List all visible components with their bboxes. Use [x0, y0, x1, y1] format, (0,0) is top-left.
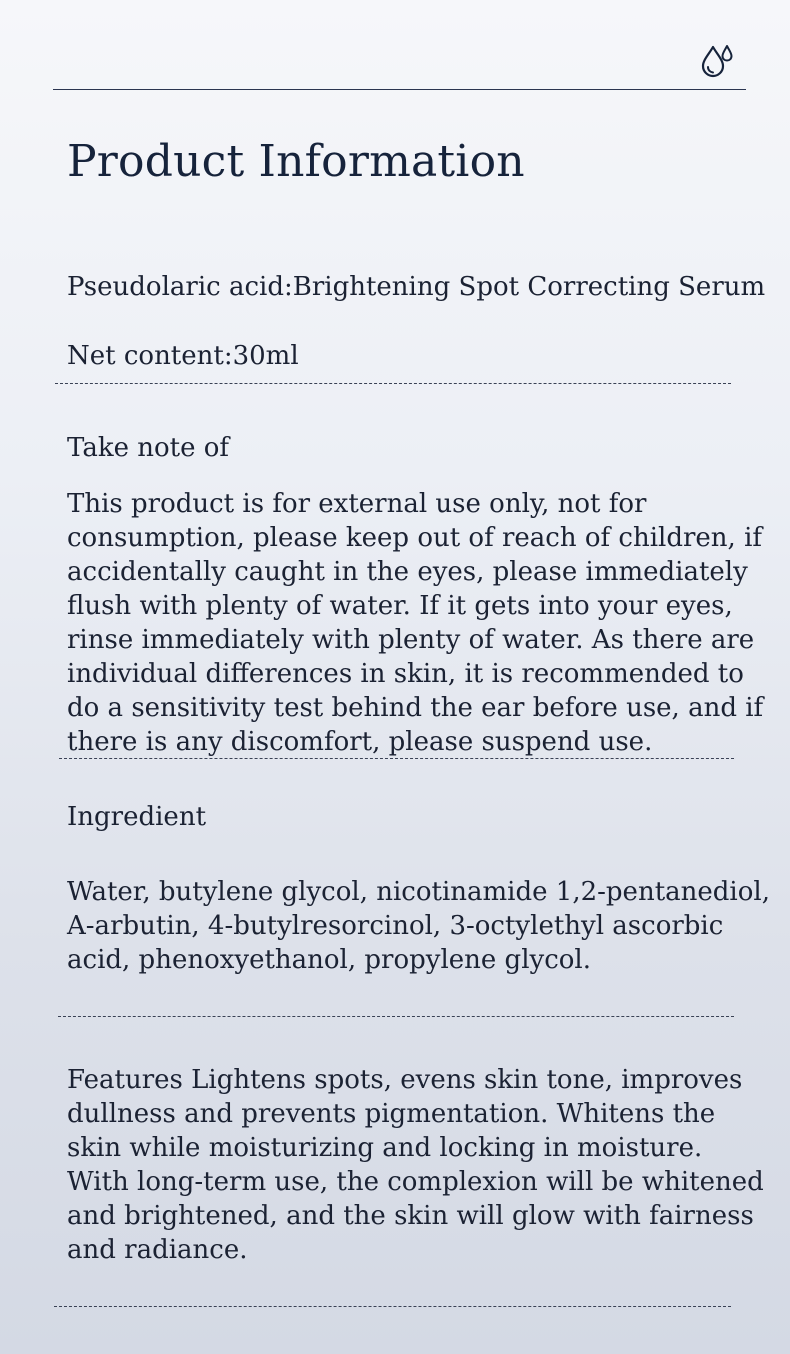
section-divider — [54, 1306, 731, 1307]
note-body: This product is for external use only, not for consumption, please keep out of reach of children, if accidentally caught in the eyes, please immediately flush with plenty of water. If it gets into your eyes, rinse immediately with plenty of water. As there are individual differences in skin, it is recommended to do a sensitivity test behind the ear before use, and if there is any discomfort, please suspend use. — [67, 489, 764, 757]
section-divider — [59, 758, 734, 759]
header-rule — [53, 89, 746, 90]
note-heading: Take note of — [67, 433, 230, 463]
net-content: Net content:30ml — [67, 341, 299, 371]
features-body: Features Lightens spots, evens skin tone, improves dullness and prevents pigmentation. Whitens the skin while moisturizing and locking in moisture. With long-term use, the complexion will be whitened and brightened, and the skin will glow with fairness and radiance. — [67, 1065, 764, 1265]
water-drops-icon — [700, 42, 734, 78]
ingredient-heading: Ingredient — [67, 802, 207, 832]
page-title: Product Information — [67, 136, 525, 187]
section-divider — [58, 1016, 734, 1017]
product-name: Pseudolaric acid:Brightening Spot Correcting Serum — [67, 272, 766, 302]
ingredient-body: Water, butylene glycol, nicotinamide 1,2-pentanediol, A-arbutin, 4-butylresorcinol, 3-octylethyl ascorbic acid, phenoxyethanol, propylene glycol. — [67, 877, 770, 975]
section-divider — [55, 383, 731, 384]
